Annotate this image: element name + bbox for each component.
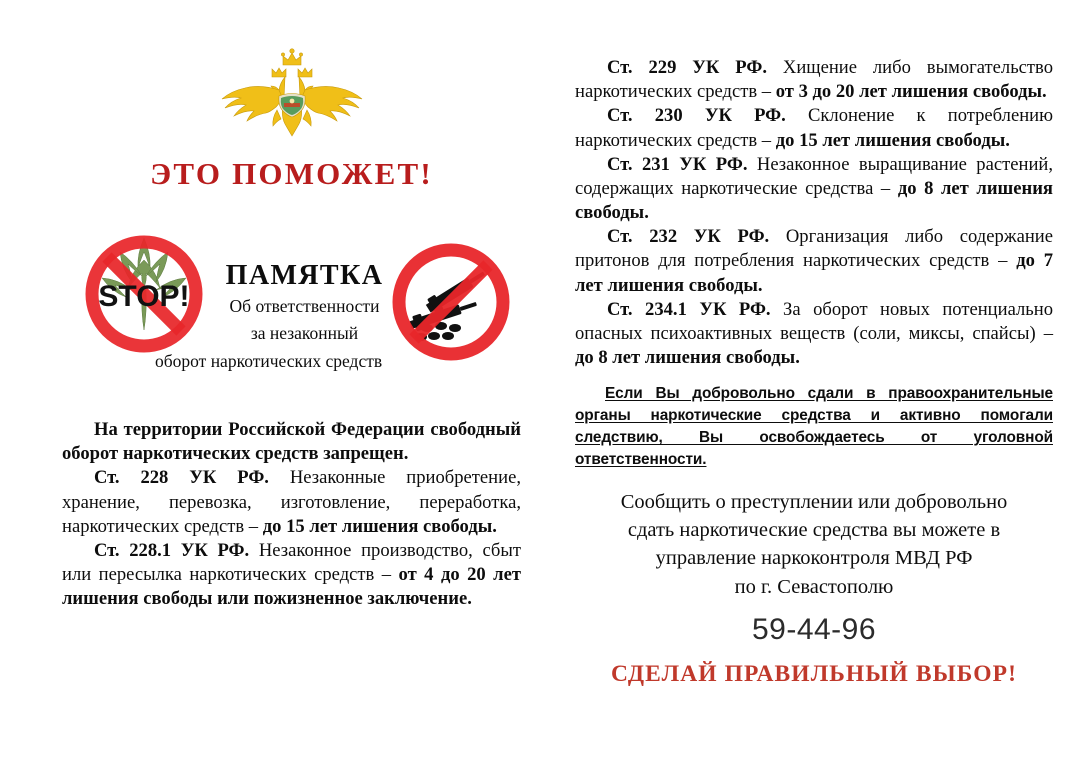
article-229-penalty: от 3 до 20 лет лишения свободы. [775, 81, 1047, 103]
hotline-phone-number[interactable]: 59-44-96 [751, 612, 877, 646]
article-230 [575, 104, 1053, 152]
article-234-1-text: За оборот новых потенциально опасных психоактивных веществ (соли, миксы, спайсы) – [575, 298, 1053, 344]
mvd-double-headed-eagle-emblem [217, 48, 367, 142]
article-232 [575, 225, 1053, 298]
article-229-number: Ст. 229 УК РФ. [607, 57, 767, 78]
title-block [155, 260, 399, 373]
hero-illustration-row [62, 208, 521, 398]
subtitle-line-3: оборот наркотических средств [155, 350, 383, 371]
article-228-text: Незаконные приобретение, хранение, перевозка, изготовление, переработка, наркотических средств – [62, 467, 521, 537]
article-234-1 [575, 298, 1053, 371]
article-229 [575, 56, 1053, 104]
intro-text: На территории Российской Федерации свободный оборот наркотических средств запрещен. [62, 419, 521, 465]
no-cannabis-stop-sign [80, 230, 208, 358]
article-228 [62, 466, 521, 539]
article-228-1-penalty: от 4 до 20 лет лишения свободы или пожизненное заключение. [62, 564, 521, 610]
article-231-text: Незаконное выращивание растений, содержащих наркотические средства – [575, 153, 1053, 199]
contact-line-3: управление наркоконтроля МВД РФ [655, 547, 973, 570]
contact-line-1: Сообщить о преступлении или добровольно [620, 490, 1008, 513]
article-232-penalty: до 7 лет лишения свободы. [575, 250, 1053, 296]
article-229-text: Хищение либо вымогательство наркотических средств – [575, 57, 1053, 103]
no-syringe-pills-sign [387, 238, 515, 366]
page-headline: ЭТО ПОМОЖЕТ! [150, 156, 433, 191]
article-232-number: Ст. 232 УК РФ. [607, 226, 770, 248]
intro-paragraph [62, 418, 521, 466]
closing-slogan: СДЕЛАЙ ПРАВИЛЬНЫЙ ВЫБОР! [610, 660, 1018, 687]
stop-label: STOP! [98, 280, 190, 313]
article-231-penalty: до 8 лет лишения свободы. [575, 177, 1053, 224]
contact-line-4: по г. Севастополю [734, 575, 894, 598]
article-228-1-text: Незаконное производство, сбыт или пересылка наркотических средств – [62, 539, 521, 586]
right-body-text [575, 56, 1053, 370]
article-230-penalty: до 15 лет лишения свободы. [775, 129, 1010, 151]
amnesty-note [575, 383, 1053, 471]
article-230-text: Склонение к потреблению наркотических средств – [575, 105, 1053, 151]
article-228-1-number: Ст. 228.1 УК РФ. [94, 539, 250, 561]
article-234-1-number: Ст. 234.1 УК РФ. [607, 298, 771, 320]
article-231-number: Ст. 231 УК РФ. [607, 153, 748, 175]
article-230-number: Ст. 230 УК РФ. [607, 105, 786, 127]
article-228-penalty: до 15 лет лишения свободы. [262, 515, 497, 537]
page-title: ПАМЯТКА [225, 260, 384, 291]
article-232-text: Организация либо содержание притонов для потребления наркотических средств – [575, 226, 1053, 272]
subtitle-line-1: Об ответственности [229, 296, 380, 317]
article-228-1 [62, 539, 521, 612]
right-column [545, 0, 1086, 768]
subtitle-line-2: за незаконный [250, 323, 359, 344]
amnesty-note-text: Если Вы добровольно сдали в правоохранительные органы наркотические средства и активно помогали следствию, Вы освобождаетесь от уголовной ответственности. [575, 385, 1053, 468]
article-234-1-penalty: до 8 лет лишения свободы. [575, 347, 800, 369]
article-231 [575, 153, 1053, 226]
left-body-text [62, 418, 521, 611]
contact-line-2: сдать наркотические средства вы можете в [627, 519, 1001, 542]
emblem-container [62, 48, 521, 144]
article-228-number: Ст. 228 УК РФ. [94, 467, 269, 489]
contact-block [575, 488, 1053, 601]
